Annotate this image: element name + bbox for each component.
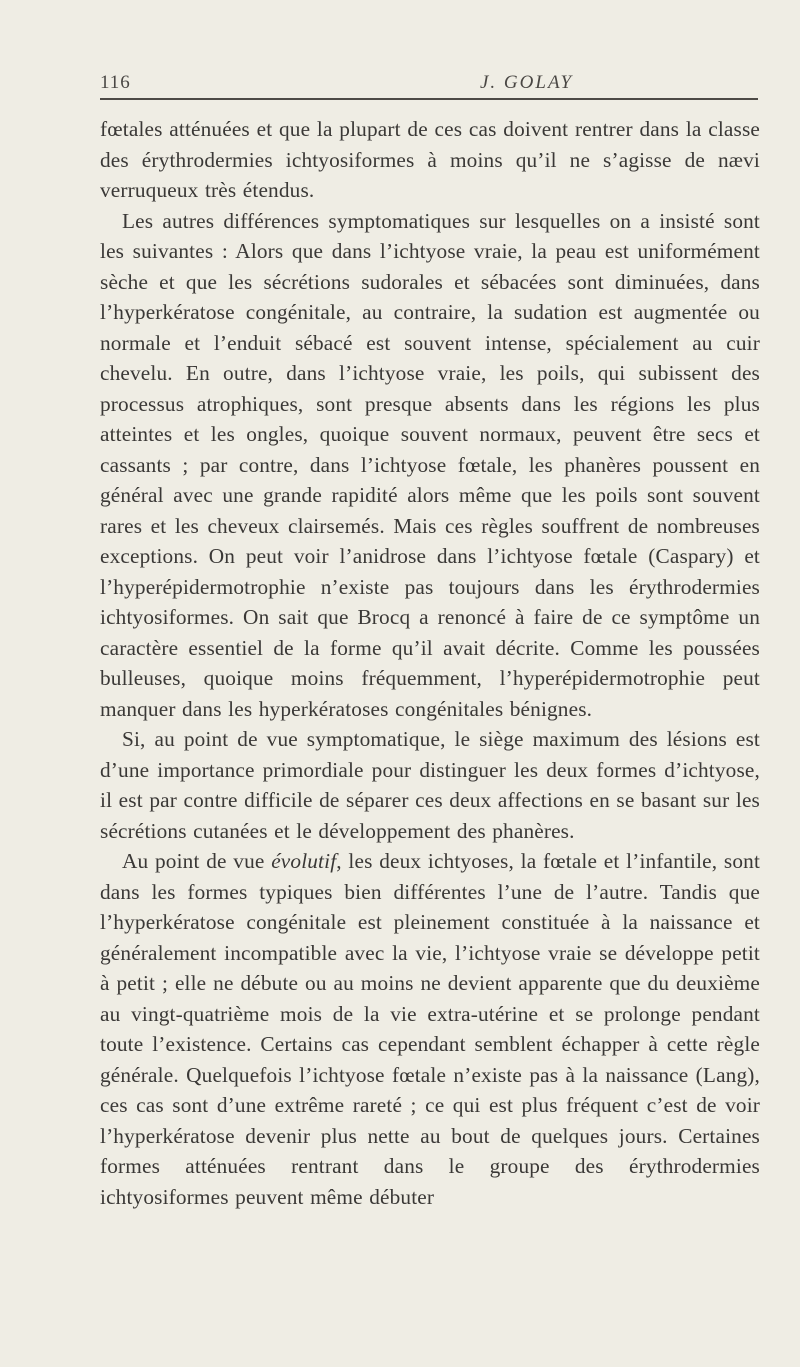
paragraph [100,206,760,725]
paragraph-text: , les deux ichtyoses, la fœtale et l’infantile, sont dans les formes typiques bien différentes l’une de l’autre. Tandis que l’hyperkératose congénitale est pleinement constituée à la naissance et généralement incompatible avec la vie, l’ichtyose vraie se développe petit à petit ; elle ne débute ou au moins ne devient apparente que du deuxième au vingt-quatrième mois de la vie extra-utérine et se prolonge pendant toute l’existence. Certains cas cependant semblent échapper à cette règle générale. Quelquefois l’ichtyose fœtale n’existe pas à la naissance (Lang), ces cas sont d’une extrême rareté ; ce qui est plus fréquent c’est de voir l’hyperkératose devenir plus nette au bout de quelques jours. Certaines formes atténuées rentrant dans le groupe des érythrodermies ichtyosiformes peuvent même débuter [100,849,761,1209]
paragraph-text: Si, au point de vue symptomatique, le siège maximum des lésions est d’une importance primordiale pour distinguer les deux formes d’ichtyose, il est par contre difficile de séparer ces deux affections en se basant sur les sécrétions cutanées et le développement des phanères. [100,727,760,843]
italic-term: évolutif [271,849,337,873]
body-text [100,114,760,1212]
page-number: 116 [100,72,131,93]
paragraph-text: Au point de vue [122,849,272,873]
header-rule [100,98,758,100]
paragraph-text: Les autres différences symptomatiques sur lesquelles on a insisté sont les suivantes : Alors que dans l’ichtyose vraie, la peau est uniformément sèche et que les sécrétions sudorales et sébacées sont diminuées, dans l’hyperkératose congénitale, au contraire, la sudation est augmentée ou normale et l’enduit sébacé est souvent intense, spécialement au cuir chevelu. En outre, dans l’ichtyose vraie, les poils, qui subissent des processus atrophiques, sont presque absents dans les régions les plus atteintes et les ongles, quoique souvent normaux, peuvent être secs et cassants ; par contre, dans l’ichtyose fœtale, les phanères poussent en général avec une grande rapidité alors même que les poils sont souvent rares et les cheveux clairsemés. Mais ces règles souffrent de nombreuses exceptions. On peut voir l’anidrose dans l’ichtyose fœtale (Caspary) et l’hyperépidermotrophie n’existe pas toujours dans les érythrodermies ichtyosiformes. On sait que Brocq a renoncé à faire de ce symptôme un caractère essentiel de la forme qu’il avait décrite. Comme les poussées bulleuses, quoique moins fréquemment, l’hyperépidermotrophie peut manquer dans les hyperkératoses congénitales bénignes. [100,208,760,721]
paragraph [100,114,760,206]
paragraph-text: fœtales atténuées et que la plupart de ces cas doivent rentrer dans la classe des érythrodermies ichtyosiformes à moins qu’il ne s’agisse de nævi verruqueux très étendus. [100,117,760,202]
running-head: J. GOLAY [480,72,574,93]
paragraph [100,724,760,846]
page-header [100,72,760,100]
paragraph [100,846,760,1212]
